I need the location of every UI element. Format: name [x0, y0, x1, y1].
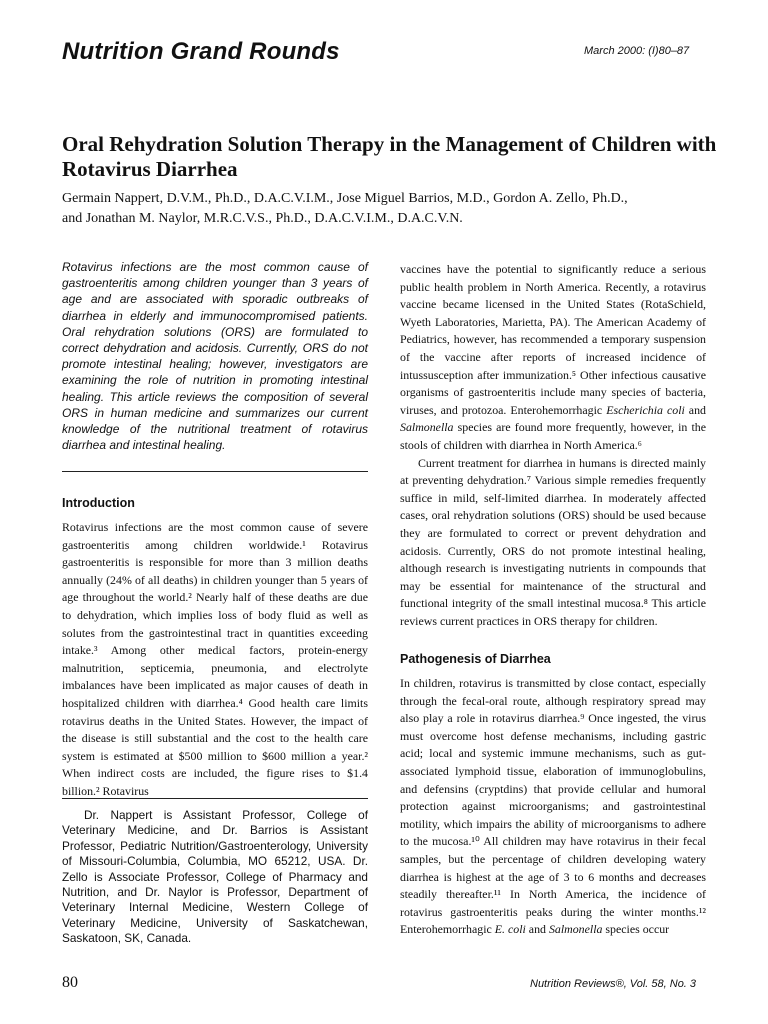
paragraph-vaccines: vaccines have the potential to significantly reduce a serious public health problem in North America. Recently, a rotavirus vaccine became licensed in the United States (RotaSchield, Wyeth Laboratories, Marietta, PA). The American Academy of Pediatrics, however, has recommended a temporary suspension of the vaccine after reports of increased incidence of intussusception after immunization.⁵ Other infectious causative organisms of gastroenteritis include many species of bacteria, viruses, and protozoa. Enterohemorrhagic Escherichia coli and Salmonella species are found more frequently, however, in the stools of children with diarrhea in North America.⁶ — [400, 262, 706, 452]
introduction-paragraph: Rotavirus infections are the most common cause of severe gastroenteritis among children worldwide.¹ Rotavirus gastroenteritis is responsible for more than 3 million deaths annually (24% of all deaths) in children younger than 5 years of age throughout the world.² Nearly half of these deaths are due to dehydration, which implies loss of body fluid as well as solutes from the gastrointestinal tract in quantities exceeding intake.³ Among other medical factors, protein-energy malnutrition, septicemia, pneumonia, and electrolyte imbalances have been implicated as major causes of death in hospitalized children with diarrhea.⁴ Good health care limits rotavirus deaths in the United States. However, the impact of the disease is still substantial and the cost to the health care system is estimated at $500 million to $600 million a year.² When indirect costs are included, the figure rises to $1.4 billion.² Rotavirus — [62, 520, 368, 798]
article-title: Oral Rehydration Solution Therapy in the Management of Children with Rotavirus Diarrhea — [62, 132, 717, 181]
introduction-heading: Introduction — [62, 496, 135, 510]
page-number: 80 — [62, 974, 78, 991]
paragraph-current-treatment: Current treatment for diarrhea in humans is directed mainly at preventing dehydration.⁷ Various simple remedies frequently suffice in mild, self-limited diarrhea. In moderately affected cases, oral rehydration solutions (ORS) should be used because they are formulated to correct or prevent dehydration and acidosis. Currently, ORS do not promote intestinal healing, although research is investigating nutrients in compounds that may be essential for maintenance of the structural and functional integrity of the small intestinal mucosa.⁸ This article reviews current practices in ORS therapy for children. — [400, 455, 706, 628]
author-line-1: Germain Nappert, D.V.M., Ph.D., D.A.C.V.I.M., Jose Miguel Barrios, M.D., Gordon A. Zello, Ph.D., — [62, 191, 628, 206]
journal-citation: Nutrition Reviews®, Vol. 58, No. 3 — [530, 978, 697, 990]
abstract-divider — [62, 471, 368, 472]
paragraph-pathogenesis: In children, rotavirus is transmitted by close contact, especially through the fecal-oral route, although respiratory spread may also play a role in rotavirus diarrhea.⁹ Once ingested, the virus must overcome host defense mechanisms, including gastric acid; local and systemic immune mechanisms, such as gut-associated lymphoid tissue, elaboration of immunoglobulins, and defensins (cryptdins) that provide cellular and humoral protection against microorganisms; and gastrointestinal motility, which impairs the ability of microorganisms to adhere to the mucosa.¹⁰ All children may have rotavirus in their fecal samples, but the percentage of children developing watery diarrhea is highest at the age of 3 to 6 months and decreases steadily thereafter.¹¹ In North America, the incidence of rotavirus gastroenteritis peaks during the winter months.¹² Enterohemorrhagic E. coli and Salmonella species occur — [400, 676, 706, 937]
author-affiliations: Dr. Nappert is Assistant Professor, College of Veterinary Medicine, and Dr. Barrios is Assistant Professor, Pediatric Nutrition/Gastroenterology, University of Missouri-Columbia, Columbia, MO 65212, USA. Dr. Zello is Associate Professor, College of Pharmacy and Nutrition, and Dr. Naylor is Professor, Department of Veterinary Internal Medicine, Western College of Veterinary Medicine, University of Saskatchewan, Saskatoon, SK, Canada. — [62, 808, 368, 946]
author-line-2: and Jonathan M. Naylor, M.R.C.V.S., Ph.D., D.A.C.V.I.M., D.A.C.V.N. — [62, 211, 463, 226]
introduction-text — [62, 519, 368, 801]
abstract: Rotavirus infections are the most common cause of gastroenteritis among children younger than 3 years of age and are associated with sporadic outbreaks of diarrhea in elderly and immunocompromised patients. Oral rehydration solutions (ORS) are formulated to correct dehydration and acidosis. Currently, ORS do not promote intestinal healing; however, investigators are examining the role of nutrition in promoting intestinal healing. This article reviews the composition of several ORS in human medicine and summarizes our current knowledge of the nutritional treatment of rotavirus diarrhea and intestinal healing. — [62, 260, 368, 453]
journal-title: Nutrition Grand Rounds — [62, 38, 340, 65]
pathogenesis-text — [400, 675, 706, 939]
issue-date: March 2000: (I)80–87 — [584, 45, 690, 57]
author-list — [62, 189, 722, 229]
pathogenesis-heading: Pathogenesis of Diarrhea — [400, 652, 551, 666]
affiliation-divider — [62, 798, 368, 799]
right-column-text — [400, 261, 706, 630]
